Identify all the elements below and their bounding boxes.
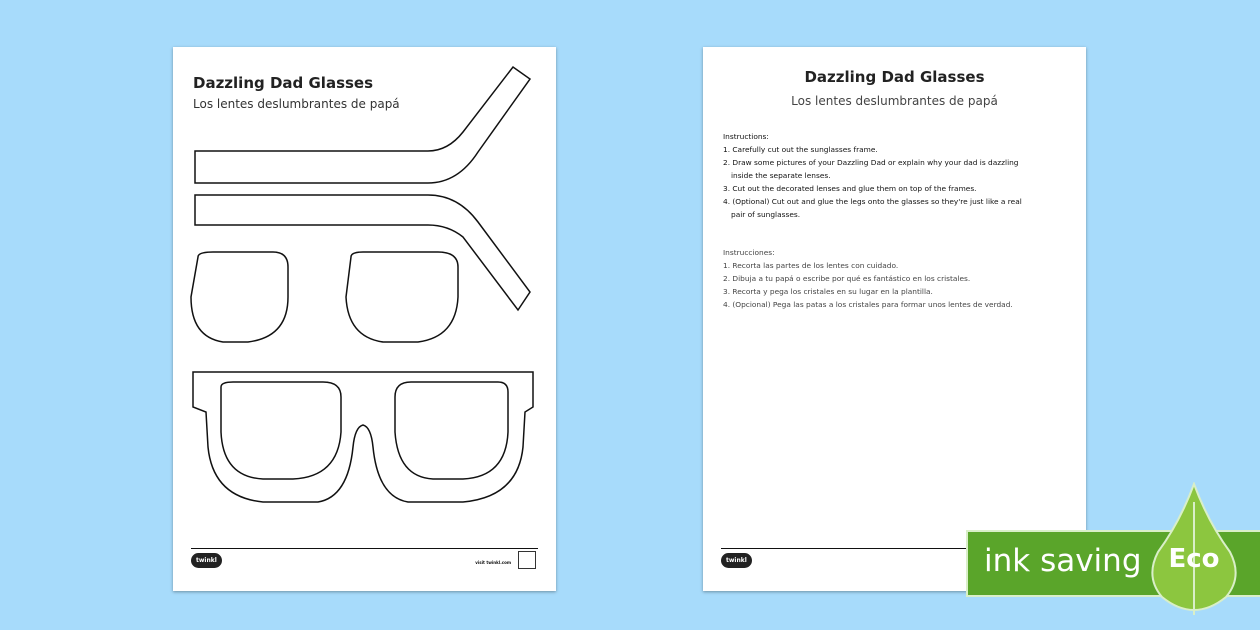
glasses-frame — [193, 372, 533, 502]
instruction-item: 4. (Optional) Cut out and glue the legs onto the glasses so they're just like a real — [723, 197, 1022, 206]
instruction-item: 3. Recorta y pega los cristales en su lugar en la plantilla. — [723, 287, 933, 296]
instructions-page — [703, 47, 1086, 591]
instructions-heading: Instructions: — [723, 132, 769, 141]
lens-left — [191, 252, 288, 342]
page-subtitle: Los lentes deslumbrantes de papá — [791, 94, 998, 108]
glasses-template-page — [173, 47, 556, 591]
page-subtitle: Los lentes deslumbrantes de papá — [193, 97, 400, 111]
eco-leaf-badge — [1148, 482, 1240, 621]
page-title: Dazzling Dad Glasses — [193, 74, 374, 92]
instruction-item: inside the separate lenses. — [731, 171, 831, 180]
ink-saving-label: ink saving — [984, 543, 1142, 579]
english-instructions — [723, 130, 1068, 221]
eco-label: Eco — [1168, 544, 1220, 574]
instruction-item: 2. Dibuja a tu papá o escribe por qué es fantástico en los cristales. — [723, 274, 971, 283]
instruction-item: 4. (Opcional) Pega las patas a los cristales para formar unos lentes de verdad. — [723, 300, 1013, 309]
instructions-heading: Instrucciones: — [723, 248, 775, 257]
visit-link: visit twinkl.com — [475, 560, 511, 565]
instruction-item: pair of sunglasses. — [731, 210, 801, 219]
instruction-item: 2. Draw some pictures of your Dazzling Dad or explain why your dad is dazzling — [723, 158, 1019, 167]
instruction-item: 1. Recorta las partes de los lentes con cuidado. — [723, 261, 899, 270]
footer-divider — [191, 548, 538, 549]
instruction-item: 1. Carefully cut out the sunglasses frame. — [723, 145, 878, 154]
spanish-instructions — [723, 246, 1068, 311]
lens-right — [346, 252, 458, 342]
instruction-item: 3. Cut out the decorated lenses and glue them on top of the frames. — [723, 184, 977, 193]
twinkl-logo: twinkl — [191, 553, 222, 568]
page-title: Dazzling Dad Glasses — [804, 68, 985, 86]
glasses-leg-1 — [195, 67, 530, 183]
glasses-cutout-illustration — [173, 47, 556, 591]
check-badge-icon — [518, 551, 536, 569]
twinkl-logo: twinkl — [721, 553, 752, 568]
